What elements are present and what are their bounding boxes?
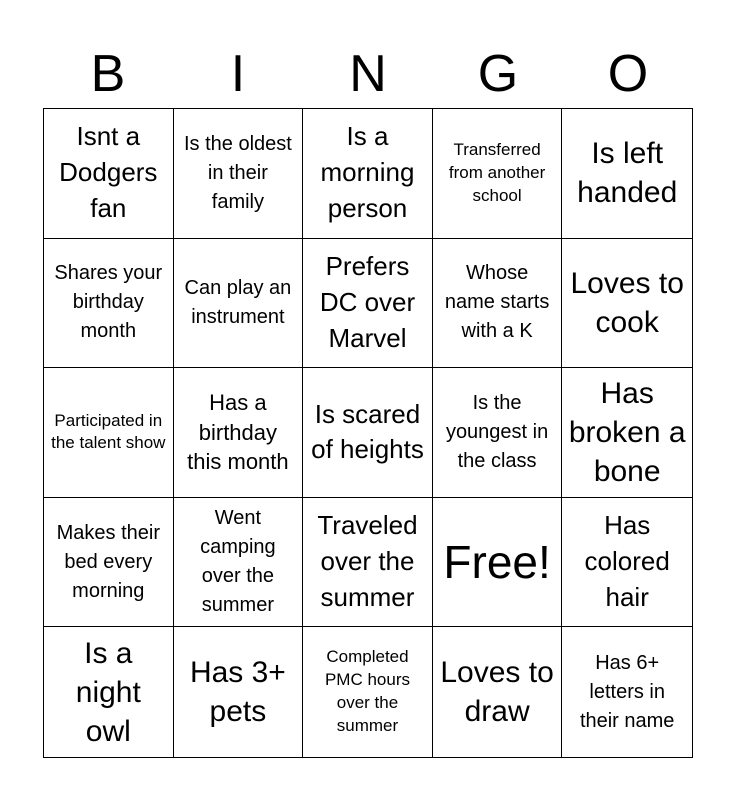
square-label: Whose name starts with a K xyxy=(444,262,550,343)
square-label: Is the oldest in their family xyxy=(183,132,292,213)
square-label: Completed PMC hours over the summer xyxy=(324,647,410,736)
square-label: Has 3+ pets xyxy=(189,656,286,729)
bingo-square-r1c2[interactable] xyxy=(174,109,304,239)
square-label: Is left handed xyxy=(577,137,678,210)
bingo-square-r1c3[interactable] xyxy=(303,109,433,239)
square-label: Is a night owl xyxy=(75,636,141,748)
square-label: Prefers DC over Marvel xyxy=(319,251,416,353)
bingo-square-r1c4[interactable] xyxy=(433,109,563,239)
bingo-square-r2c5[interactable] xyxy=(562,239,692,369)
square-label: Has colored hair xyxy=(584,510,670,613)
square-label: Has broken a bone xyxy=(568,376,686,488)
bingo-square-r4c1[interactable] xyxy=(44,498,174,628)
header-letter-n: N xyxy=(349,45,387,103)
bingo-square-r3c4[interactable] xyxy=(433,368,563,498)
square-label: Participated in the talent show xyxy=(51,410,166,453)
square-label: Is scared of heights xyxy=(311,398,424,465)
bingo-square-r4c2[interactable] xyxy=(174,498,304,628)
square-label: Has a birthday this month xyxy=(187,389,289,475)
bingo-square-r2c1[interactable] xyxy=(44,239,174,369)
bingo-square-r4c3[interactable] xyxy=(303,498,433,628)
bingo-square-r5c5[interactable] xyxy=(562,627,692,757)
bingo-square-r5c1[interactable] xyxy=(44,627,174,757)
square-label: Isnt a Dodgers fan xyxy=(59,121,158,224)
bingo-square-r2c3[interactable] xyxy=(303,239,433,369)
bingo-square-r2c2[interactable] xyxy=(174,239,304,369)
bingo-square-free[interactable] xyxy=(433,498,563,628)
bingo-square-r3c3[interactable] xyxy=(303,368,433,498)
square-label: Loves to draw xyxy=(440,656,554,729)
bingo-square-r3c2[interactable] xyxy=(174,368,304,498)
header-letter-g: G xyxy=(477,45,519,103)
square-label: Is the youngest in the class xyxy=(445,391,549,472)
bingo-square-r5c4[interactable] xyxy=(433,627,563,757)
square-label: Traveled over the summer xyxy=(317,510,418,613)
bingo-square-r3c5[interactable] xyxy=(562,368,692,498)
bingo-card-grid xyxy=(43,108,693,758)
bingo-square-r3c1[interactable] xyxy=(44,368,174,498)
header-letter-b: B xyxy=(90,45,126,103)
bingo-square-r5c2[interactable] xyxy=(174,627,304,757)
square-label: Has 6+ letters in their name xyxy=(579,651,675,732)
square-label: Makes their bed every morning xyxy=(56,521,160,602)
bingo-square-r1c1[interactable] xyxy=(44,109,174,239)
square-label: Went camping over the summer xyxy=(200,507,276,617)
bingo-square-r2c4[interactable] xyxy=(433,239,563,369)
square-label: Is a morning person xyxy=(320,121,415,224)
header-letter-i: I xyxy=(230,45,246,103)
bingo-square-r1c5[interactable] xyxy=(562,109,692,239)
header-letter-o: O xyxy=(607,45,649,103)
square-label: Shares your birthday month xyxy=(54,262,163,343)
square-label: Loves to cook xyxy=(570,266,684,339)
bingo-header xyxy=(43,40,693,108)
bingo-square-r4c5[interactable] xyxy=(562,498,692,628)
square-label: Transferred from another school xyxy=(448,139,546,205)
square-label: Can play an instrument xyxy=(184,276,292,328)
bingo-square-r5c3[interactable] xyxy=(303,627,433,757)
free-space-label: Free! xyxy=(443,535,551,588)
